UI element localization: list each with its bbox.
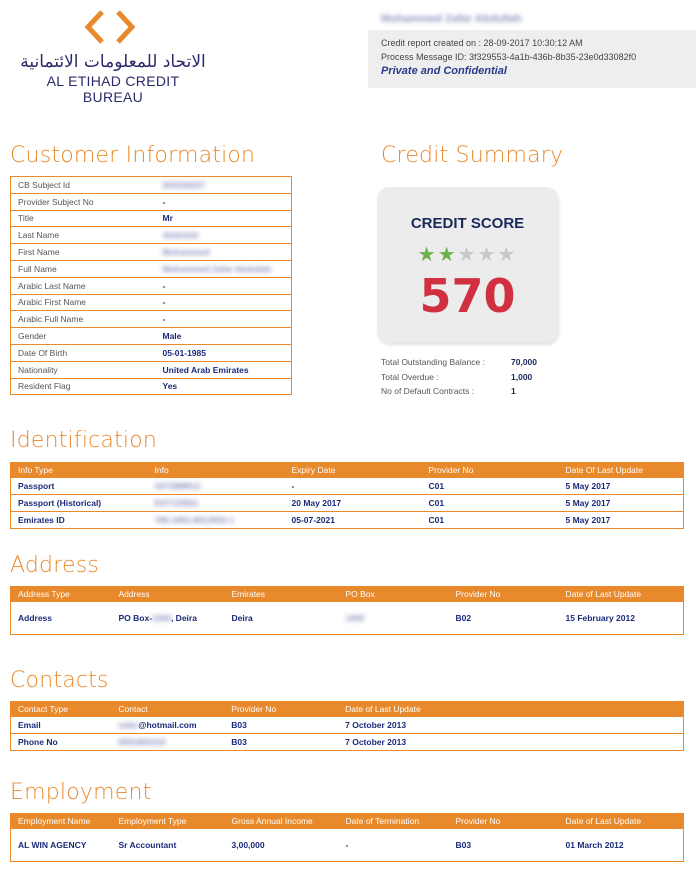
address-redacted: 1000 (152, 613, 171, 623)
customer-info-row (11, 260, 292, 277)
last-update: 7 October 2013 (345, 737, 407, 747)
customer-field-label: Arabic Full Name (11, 311, 156, 328)
customer-field-value (156, 244, 292, 261)
cell-text: C01 (428, 498, 445, 508)
table-cell (422, 512, 559, 529)
customer-info-row (11, 193, 292, 210)
column-header: Date Of Last Update (559, 463, 684, 478)
summary-label: No of Default Contracts : (381, 386, 475, 397)
customer-field-label: Provider Subject No (11, 193, 156, 210)
credit-score-card (377, 187, 558, 343)
customer-field-label: Arabic First Name (11, 294, 156, 311)
table-cell (559, 478, 684, 495)
table-row (11, 512, 684, 529)
table-cell (111, 734, 224, 751)
cell-text: 05-07-2021 (291, 515, 335, 525)
table-cell (559, 512, 684, 529)
cell-text: K07723501 (154, 498, 199, 508)
table-cell (285, 495, 422, 512)
report-meta-box (368, 30, 696, 88)
column-header: Provider No (449, 814, 559, 829)
customer-field-value (156, 311, 292, 328)
address-table (10, 586, 684, 635)
customer-field-label: Gender (11, 328, 156, 345)
summary-row (381, 370, 537, 385)
cell-text: Passport (18, 481, 55, 491)
customer-info-row (11, 311, 292, 328)
cell-text: C01 (428, 481, 445, 491)
customer-field-value (156, 260, 292, 277)
customer-info-table (10, 176, 292, 395)
customer-field-value-text: Mr (162, 213, 173, 224)
column-header: Expiry Date (285, 463, 422, 478)
cell-text: 785-1991-8013502-1 (154, 515, 234, 525)
column-header: Employment Type (112, 814, 225, 829)
credit-summary-title: Credit Summary (381, 143, 564, 168)
bureau-logo (18, 10, 218, 105)
customer-info-row (11, 227, 292, 244)
customer-field-value-text: - (162, 196, 166, 207)
summary-value: 1 (511, 386, 516, 397)
contact-redacted: 0501800123 (118, 737, 166, 747)
column-header: PO Box (339, 587, 449, 602)
customer-field-value (156, 210, 292, 227)
table-cell (224, 734, 338, 751)
customer-field-value (156, 277, 292, 294)
table-row (11, 495, 684, 512)
customer-info-row (11, 177, 292, 194)
logo-arabic-text: الاتحاد للمعلومات الائتمانية (20, 52, 206, 72)
address-title: Address (10, 553, 100, 578)
table-cell (338, 717, 683, 734)
customer-field-label: First Name (11, 244, 156, 261)
provider-no: B02 (455, 613, 472, 623)
summary-value: 1,000 (511, 371, 533, 382)
process-message-id: Process Message ID: 3f329553-4a1b-436b-8b35-23e0d33082f0 (381, 52, 637, 62)
table-cell (422, 495, 559, 512)
table-cell (11, 829, 112, 862)
table-cell (11, 717, 112, 734)
confidential-label: Private and Confidential (381, 65, 507, 77)
cell-text: 5 May 2017 (565, 498, 611, 508)
provider-no: B03 (231, 737, 247, 747)
customer-field-label: Resident Flag (11, 378, 156, 395)
summary-label: Total Overdue : (381, 371, 439, 382)
report-created-on: Credit report created on : 28-09-2017 10:30:12 AM (381, 38, 583, 48)
customer-info-row (11, 294, 292, 311)
table-cell (559, 602, 684, 635)
customer-field-value (156, 344, 292, 361)
credit-score-value: 570 (419, 269, 516, 323)
cell-text: - (291, 481, 295, 491)
address-prefix: PO Box- (118, 613, 153, 623)
table-row (11, 829, 684, 862)
cell-text: B03 (455, 840, 472, 850)
cell-text: 5 May 2017 (565, 515, 611, 525)
cell-text: S4728M912 (154, 481, 201, 491)
cell-text: - (345, 840, 349, 850)
person-name: Mohammed Zafar Abdullah (381, 13, 522, 25)
logo-english-text: AL ETIHAD CREDIT BUREAU (46, 73, 180, 105)
contacts-title: Contacts (10, 668, 109, 693)
customer-field-value (156, 361, 292, 378)
table-cell (148, 478, 285, 495)
summary-row (381, 384, 537, 399)
customer-field-value-text: - (162, 297, 166, 308)
summary-value: 70,000 (511, 357, 537, 368)
contact-redacted: zafar (118, 720, 139, 730)
table-cell (285, 478, 422, 495)
customer-field-value (156, 294, 292, 311)
last-update: 7 October 2013 (345, 720, 407, 730)
summary-label: Total Outstanding Balance : (381, 357, 485, 368)
customer-info-title: Customer Information (10, 143, 256, 168)
table-cell (339, 602, 449, 635)
customer-field-label: Arabic Last Name (11, 277, 156, 294)
table-cell (11, 602, 112, 635)
column-header: Contact (111, 702, 224, 717)
cell-text: Emirates ID (18, 515, 65, 525)
customer-field-value-text: Mohammed Zafar Abdullah (162, 263, 272, 274)
table-cell (285, 512, 422, 529)
column-header: Provider No (449, 587, 559, 602)
table-cell (148, 495, 285, 512)
customer-info-row (11, 277, 292, 294)
logo-chevrons-icon (84, 10, 136, 44)
column-header: Employment Name (11, 814, 112, 829)
table-cell (112, 829, 225, 862)
table-cell (559, 495, 684, 512)
customer-field-label: Nationality (11, 361, 156, 378)
provider-no: B03 (231, 720, 247, 730)
column-header: Contact Type (11, 702, 112, 717)
cell-text: Sr Accountant (118, 840, 177, 850)
column-header: Date of Last Update (559, 814, 684, 829)
column-header: Date of Termination (339, 814, 449, 829)
customer-field-label: Date Of Birth (11, 344, 156, 361)
customer-info-row (11, 328, 292, 345)
table-cell (338, 734, 683, 751)
identification-title: Identification (10, 428, 158, 453)
column-header: Address Type (11, 587, 112, 602)
contacts-table (10, 701, 684, 751)
last-update: 15 February 2012 (565, 613, 635, 623)
table-cell (112, 602, 225, 635)
column-header: Info Type (11, 463, 148, 478)
customer-field-value-text: - (162, 280, 166, 291)
customer-field-label: Full Name (11, 260, 156, 277)
cell-text: Passport (Historical) (18, 498, 102, 508)
customer-field-value-text: United Arab Emirates (162, 364, 249, 375)
cell-text: 20 May 2017 (291, 498, 342, 508)
column-header: Date of Last Update (559, 587, 684, 602)
column-header: Provider No (224, 702, 338, 717)
table-cell (339, 829, 449, 862)
customer-field-label: CB Subject Id (11, 177, 156, 194)
table-cell (225, 829, 339, 862)
customer-info-row (11, 210, 292, 227)
emirates-value: Deira (231, 613, 253, 623)
score-stars (377, 242, 558, 267)
customer-info-row (11, 344, 292, 361)
column-header: Gross Annual Income (225, 814, 339, 829)
customer-field-value-text: 003156237 (162, 179, 206, 190)
star-empty-icon: ★ (457, 244, 478, 266)
address-type: Address (18, 613, 53, 623)
table-row (11, 717, 684, 734)
cell-text: 3,00,000 (231, 840, 265, 850)
cell-text: C01 (428, 515, 445, 525)
table-cell (224, 717, 338, 734)
table-cell (111, 717, 224, 734)
column-header: Info (148, 463, 285, 478)
employment-title: Employment (10, 780, 152, 805)
customer-field-value-text: Yes (162, 381, 178, 392)
table-cell (422, 478, 559, 495)
customer-field-value (156, 193, 292, 210)
table-row (11, 734, 684, 751)
table-cell (148, 512, 285, 529)
customer-field-label: Last Name (11, 227, 156, 244)
star-empty-icon: ★ (497, 244, 518, 266)
star-empty-icon: ★ (477, 244, 498, 266)
column-header: Date of Last Update (338, 702, 683, 717)
customer-field-label: Title (11, 210, 156, 227)
table-row (11, 478, 684, 495)
table-cell (11, 495, 148, 512)
contact-suffix: @hotmail.com (138, 720, 197, 730)
table-cell (449, 829, 559, 862)
customer-field-value (156, 328, 292, 345)
employment-table (10, 813, 684, 862)
table-cell (11, 512, 148, 529)
customer-info-row (11, 361, 292, 378)
star-filled-icon: ★ (437, 244, 458, 266)
table-row (11, 602, 684, 635)
column-header: Emirates (225, 587, 339, 602)
table-cell (449, 602, 559, 635)
customer-info-row (11, 378, 292, 395)
table-cell (11, 734, 112, 751)
po-box-value: 1000 (345, 613, 365, 623)
credit-score-label: CREDIT SCORE (410, 215, 525, 232)
address-suffix: , Deira (170, 613, 197, 623)
cell-text: 5 May 2017 (565, 481, 611, 491)
table-cell (225, 602, 339, 635)
customer-field-value-text: Male (162, 331, 182, 342)
customer-field-value (156, 227, 292, 244)
customer-field-value-text: 05-01-1985 (162, 347, 206, 358)
customer-field-value (156, 177, 292, 194)
summary-row (381, 355, 537, 370)
customer-field-value-text: - (162, 314, 166, 325)
identification-table (10, 462, 684, 529)
contact-type: Email (18, 720, 41, 730)
star-filled-icon: ★ (417, 244, 438, 266)
customer-field-value (156, 378, 292, 395)
credit-summary-table (381, 355, 537, 399)
table-cell (559, 829, 684, 862)
column-header: Address (112, 587, 225, 602)
cell-text: AL WIN AGENCY (18, 840, 87, 850)
cell-text: 01 March 2012 (565, 840, 624, 850)
contact-type: Phone No (18, 737, 58, 747)
customer-field-value-text: Abdullah (162, 230, 199, 241)
table-cell (11, 478, 148, 495)
customer-field-value-text: Mohammed (162, 247, 210, 258)
customer-info-row (11, 244, 292, 261)
column-header: Provider No (422, 463, 559, 478)
